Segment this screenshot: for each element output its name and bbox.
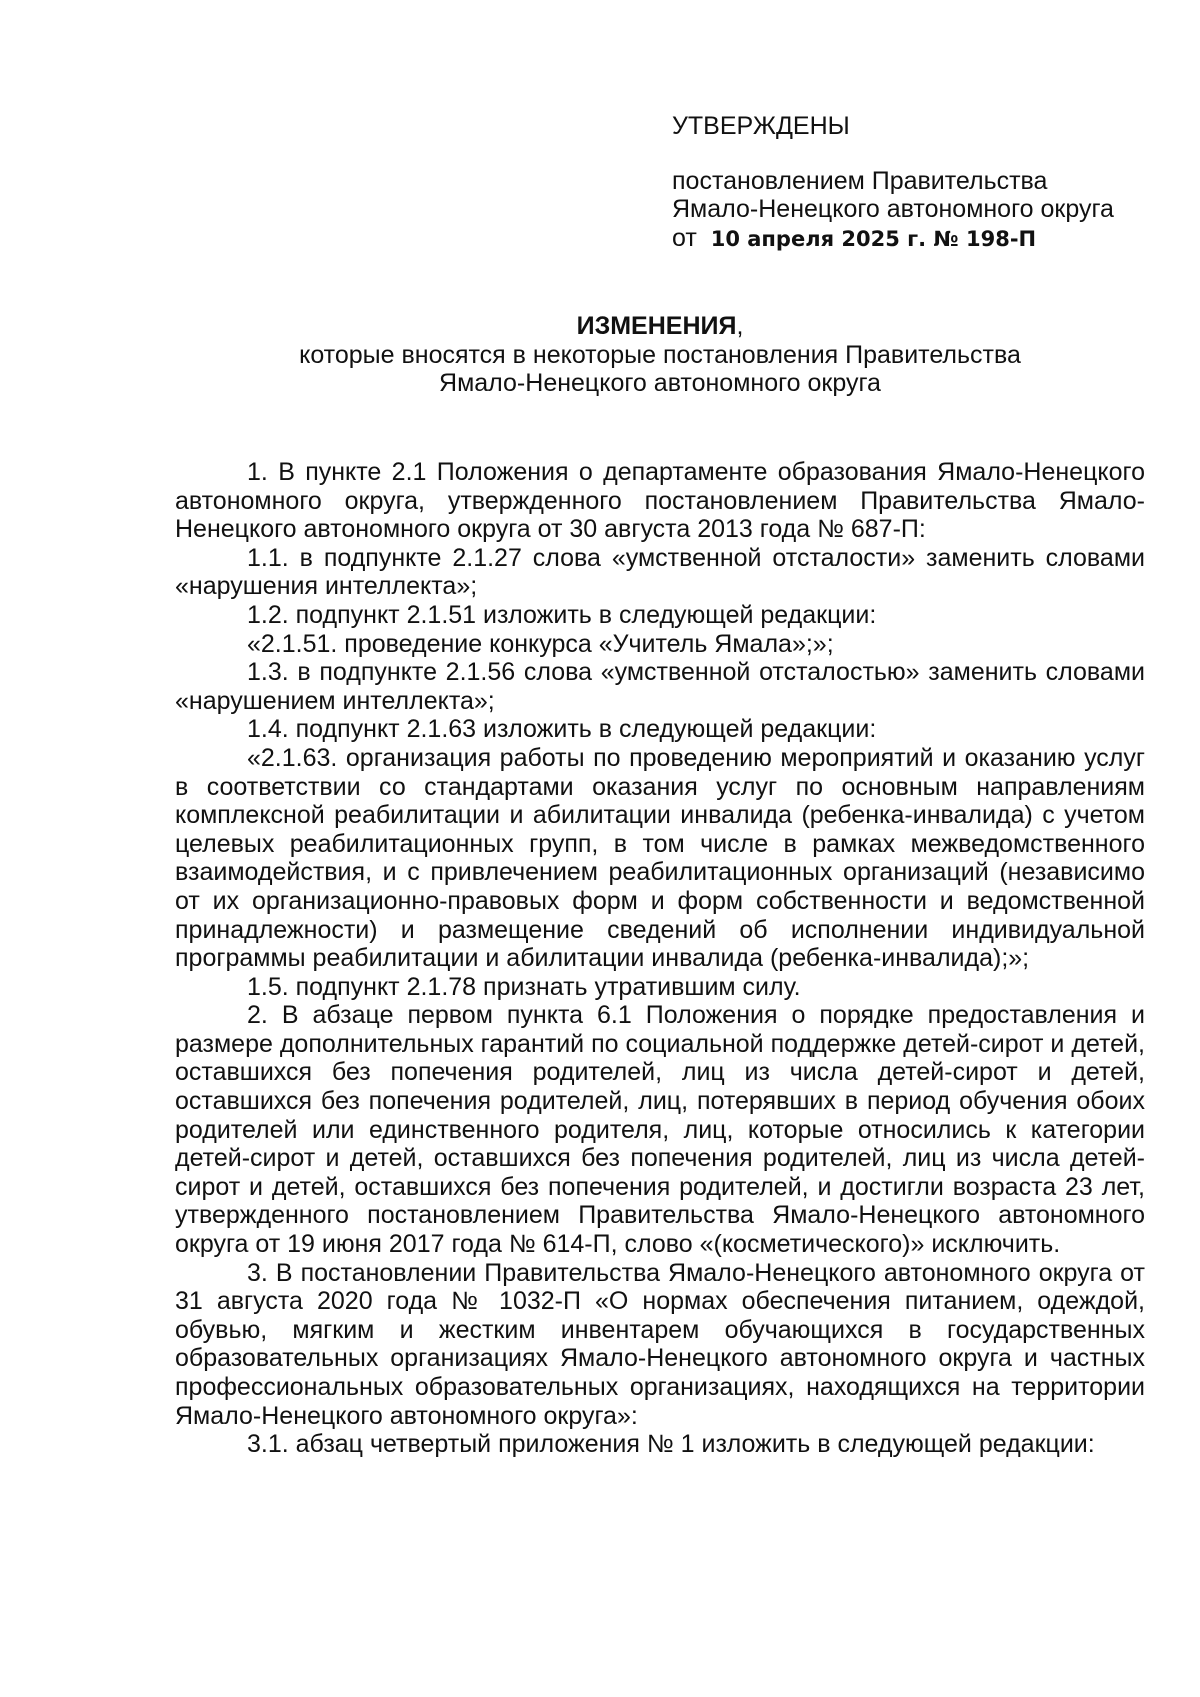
approval-line-1: постановлением Правительства xyxy=(672,166,1048,195)
approval-heading: УТВЕРЖДЕНЫ xyxy=(672,112,850,140)
paragraph-item-1: 1. В пункте 2.1 Положения о департаменте образования Ямало-Ненецкого автономного округа, утвержденного постановлением Правительства Ямало-Ненецкого автономного округа от 30 августа 2013 года № 687-П: xyxy=(175,458,1145,544)
document-title xyxy=(175,312,1145,341)
paragraph-item-1-4: 1.4. подпункт 2.1.63 изложить в следующей редакции: xyxy=(247,715,877,744)
approval-date-value: 10 апреля 2025 г. № 198-П xyxy=(710,226,1037,251)
paragraph-quote-2-1-51: «2.1.51. проведение конкурса «Учитель Ямала»;»; xyxy=(247,629,834,658)
approval-date-prefix: от xyxy=(672,223,697,252)
approval-line-2: Ямало-Ненецкого автономного округа xyxy=(672,195,1114,224)
approval-stamp-block xyxy=(672,112,1192,253)
paragraph-item-3-1: 3.1. абзац четвертый приложения № 1 изложить в следующей редакции: xyxy=(247,1430,1095,1459)
document-title-comma: , xyxy=(736,312,744,340)
approval-date-line xyxy=(672,224,1192,254)
paragraph-item-1-1: 1.1. в подпункте 2.1.27 слова «умственной отсталости» заменить словами «нарушения интеллекта»; xyxy=(175,543,1145,601)
document-title-block xyxy=(175,312,1145,398)
paragraph-item-1-2: 1.2. подпункт 2.1.51 изложить в следующей редакции: xyxy=(247,600,877,629)
document-subtitle-line-1: которые вносятся в некоторые постановления Правительства xyxy=(299,340,1021,369)
paragraph-item-3: 3. В постановлении Правительства Ямало-Ненецкого автономного округа от 31 августа 2020 года № 1032-П «О нормах обеспечения питанием, одеждой, обувью, мягким и жестким инвентарем обучающихся в государственных образовательных организациях Ямало-Ненецкого автономного округа и частных профессиональных образовательных организациях, находящихся на территории Ямало-Ненецкого автономного округа»: xyxy=(175,1258,1145,1430)
document-body xyxy=(175,458,1145,1459)
paragraph-item-2: 2. В абзаце первом пункта 6.1 Положения о порядке предоставления и размере дополнительных гарантий по социальной поддержке детей-сирот и детей, оставшихся без попечения родителей, лиц из числа детей-сирот и детей, оставшихся без попечения родителей, лиц, потерявших в период обучения обоих родителей или единственного родителя, лиц, которые относились к категории детей-сирот и детей, оставшихся без попечения родителей, лиц из числа детей-сирот и детей, оставшихся без попечения родителей, и достигли возраста 23 лет, утвержденного постановлением Правительства Ямало-Ненецкого автономного округа от 19 июня 2017 года № 614-П, слово «(косметического)» исключить. xyxy=(175,1001,1145,1259)
paragraph-item-1-5: 1.5. подпункт 2.1.78 признать утратившим силу. xyxy=(247,972,801,1001)
paragraph-quote-2-1-63: «2.1.63. организация работы по проведению мероприятий и оказанию услуг в соответствии со стандартами оказания услуг по основным направлениям комплексной реабилитации и абилитации инвалида (ребенка-инвалида) с учетом целевых реабилитационных групп, в том числе в рамках межведомственного взаимодействия, и с привлечением реабилитационных организаций (независимо от их организационно-правовых форм и форм собственности и ведомственной принадлежности) и размещение сведений об исполнении индивидуальной программы реабилитации и абилитации инвалида (ребенка-инвалида);»; xyxy=(175,743,1145,973)
document-title-main: ИЗМЕНЕНИЯ xyxy=(576,312,737,340)
paragraph-item-1-3: 1.3. в подпункте 2.1.56 слова «умственной отсталостью» заменить словами «нарушением интеллекта»; xyxy=(175,658,1145,715)
document-subtitle-line-2: Ямало-Ненецкого автономного округа xyxy=(439,369,881,398)
